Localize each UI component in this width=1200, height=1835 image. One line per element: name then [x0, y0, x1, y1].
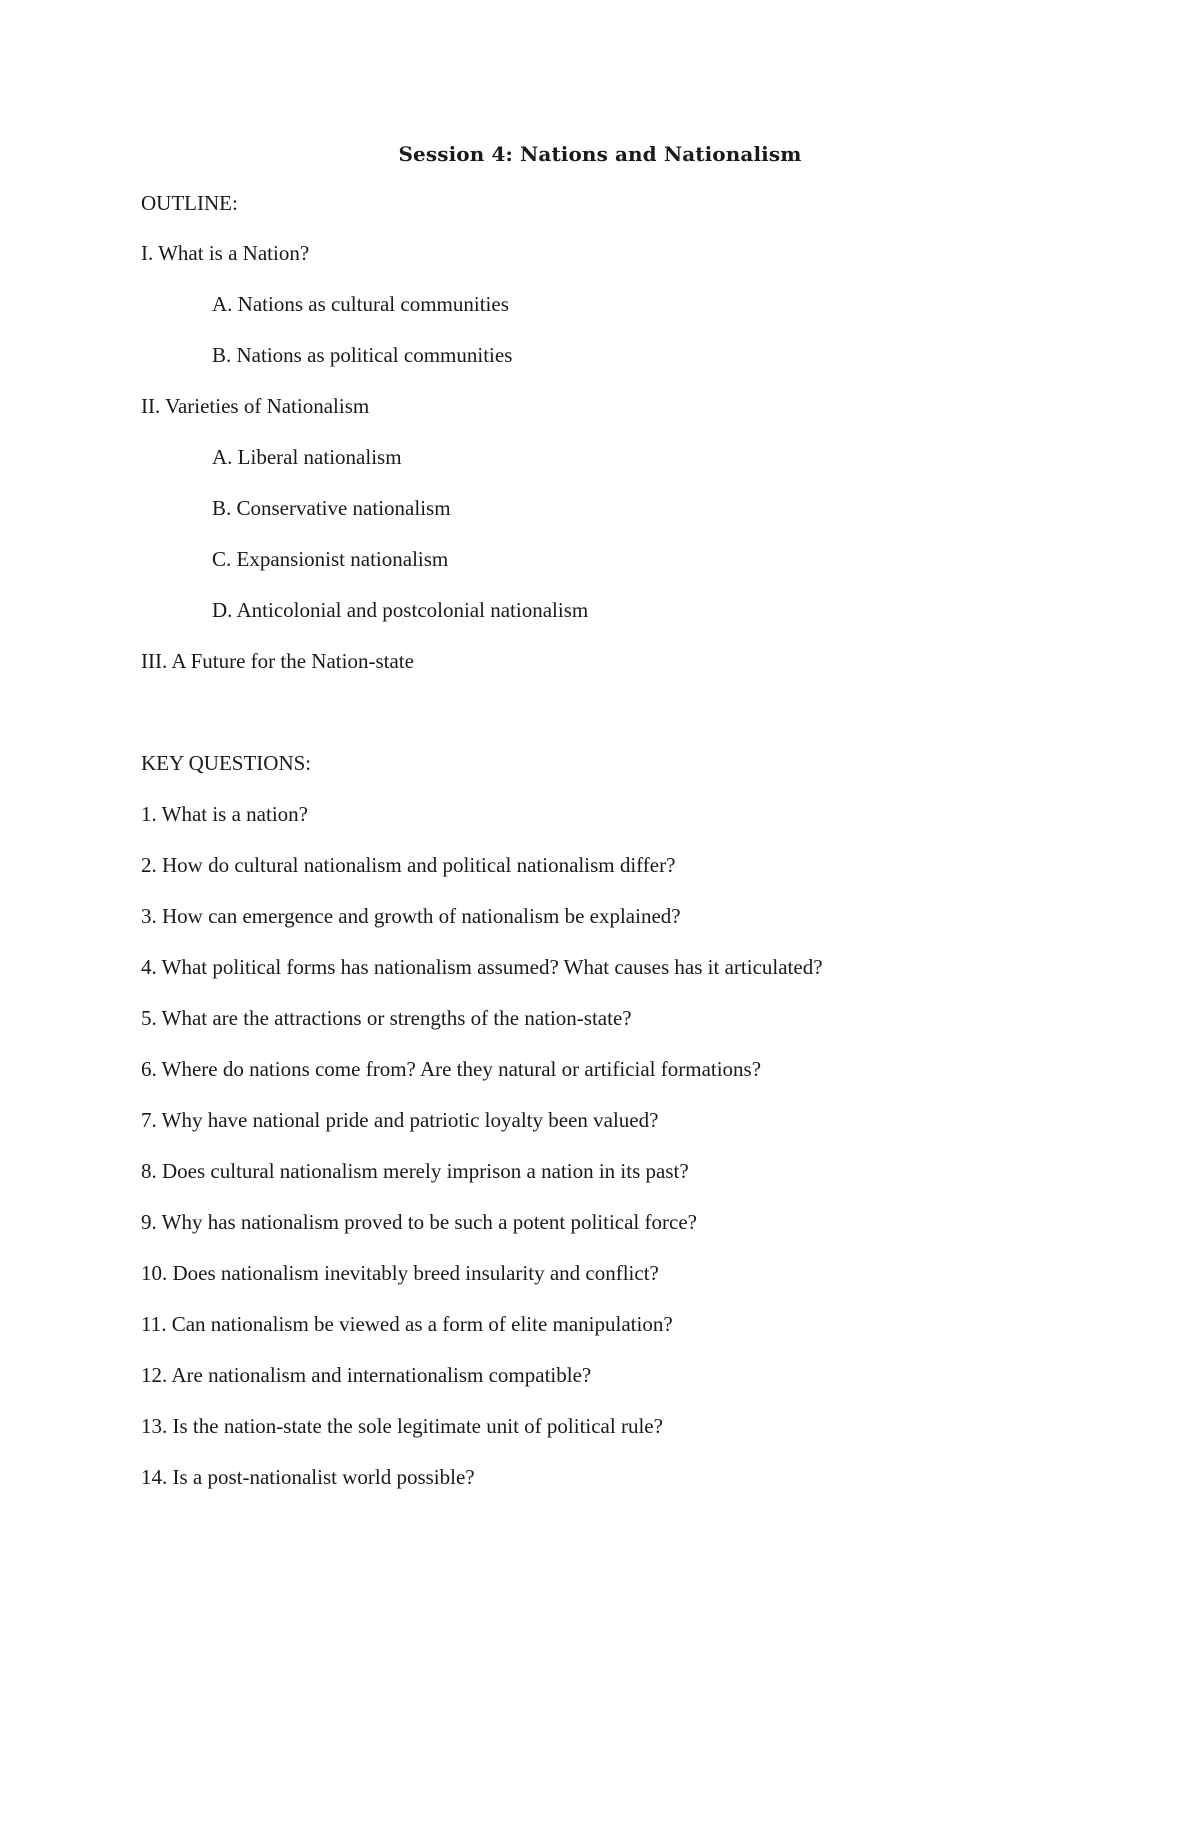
- outline-item: A. Nations as cultural communities: [212, 292, 509, 316]
- question-item: 4. What political forms has nationalism assumed? What causes has it articulated?: [141, 955, 823, 979]
- question-item: 2. How do cultural nationalism and political nationalism differ?: [141, 853, 676, 877]
- question-item: 5. What are the attractions or strengths of the nation-state?: [141, 1006, 632, 1030]
- question-item: 8. Does cultural nationalism merely imprison a nation in its past?: [141, 1159, 689, 1183]
- outline-section-3: III. A Future for the Nation-state: [141, 649, 414, 673]
- outline-item: B. Nations as political communities: [212, 343, 513, 367]
- outline-item: C. Expansionist nationalism: [212, 547, 449, 571]
- question-item: 12. Are nationalism and internationalism compatible?: [141, 1363, 592, 1387]
- outline-item: D. Anticolonial and postcolonial nationalism: [212, 598, 589, 622]
- outline-item: A. Liberal nationalism: [212, 445, 402, 469]
- outline-item: B. Conservative nationalism: [212, 496, 451, 520]
- question-item: 6. Where do nations come from? Are they natural or artificial formations?: [141, 1057, 762, 1081]
- outline-heading: OUTLINE:: [141, 191, 238, 215]
- question-item: 1. What is a nation?: [141, 802, 308, 826]
- question-item: 11. Can nationalism be viewed as a form of elite manipulation?: [141, 1312, 673, 1336]
- key-questions-heading: KEY QUESTIONS:: [141, 751, 312, 775]
- question-item: 10. Does nationalism inevitably breed insularity and conflict?: [141, 1261, 659, 1285]
- outline-section-2: II. Varieties of Nationalism: [141, 394, 370, 418]
- question-item: 3. How can emergence and growth of nationalism be explained?: [141, 904, 681, 928]
- outline-section-1: I. What is a Nation?: [141, 241, 310, 265]
- question-item: 9. Why has nationalism proved to be such a potent political force?: [141, 1210, 697, 1234]
- page-title: Session 4: Nations and Nationalism: [398, 142, 802, 166]
- question-item: 13. Is the nation-state the sole legitimate unit of political rule?: [141, 1414, 663, 1438]
- question-item: 7. Why have national pride and patriotic loyalty been valued?: [141, 1108, 659, 1132]
- question-item: 14. Is a post-nationalist world possible?: [141, 1465, 475, 1489]
